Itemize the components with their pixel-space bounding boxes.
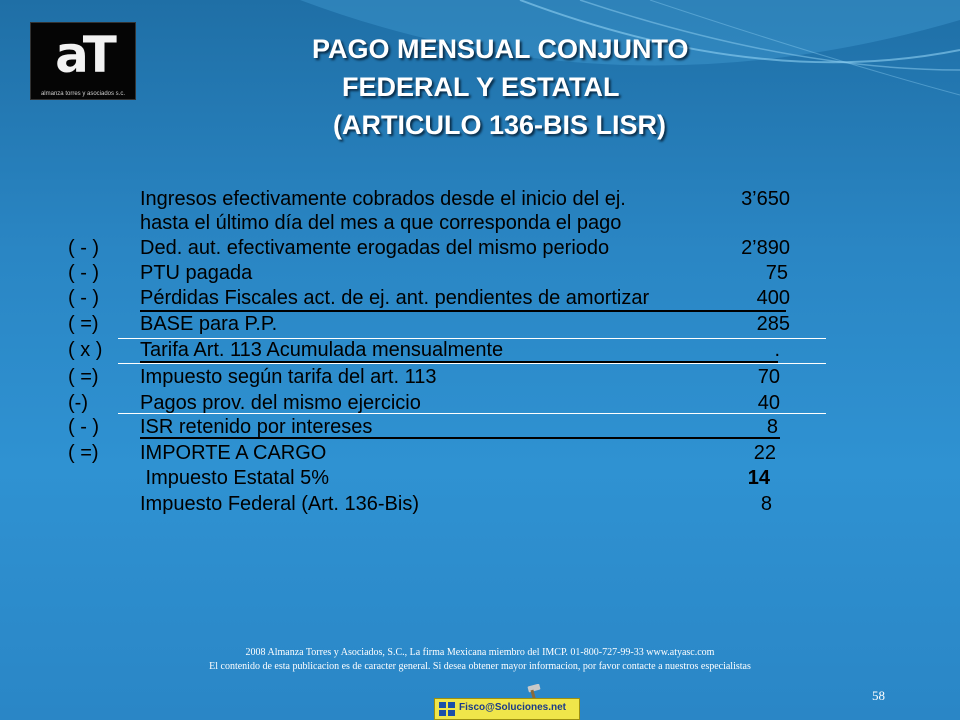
row-operator: ( - ) <box>68 416 100 438</box>
table-row <box>0 366 790 390</box>
row-description: Impuesto Federal (Art. 136-Bis) <box>140 493 419 515</box>
logo-caption: almanza torres y asociados s.c. <box>40 91 126 97</box>
table-row <box>0 467 790 491</box>
row-value: 285 <box>756 313 790 335</box>
row-value: 400 <box>756 287 790 309</box>
row-operator: ( x ) <box>68 339 103 361</box>
page-number: 58 <box>872 688 885 703</box>
row-value: 2’890 <box>741 237 790 259</box>
separator-3 <box>118 413 826 414</box>
title-line-2: FEDERAL Y ESTATAL <box>342 72 620 102</box>
footer-line-1: 2008 Almanza Torres y Asociados, S.C., La firma Mexicana miembro del IMCP. 01-800-727-99-33 www.atyasc.com <box>245 647 715 658</box>
separator-1 <box>118 338 826 339</box>
row-description: Impuesto según tarifa del art. 113 <box>140 366 437 388</box>
fisco-soluciones-badge[interactable] <box>434 698 580 720</box>
row-operator: ( - ) <box>68 262 100 284</box>
underline-isr <box>140 437 780 439</box>
row-description: Tarifa Art. 113 Acumulada mensualmente <box>140 339 504 361</box>
row-operator: ( - ) <box>68 237 100 259</box>
table-row <box>0 442 790 466</box>
row-operator: (-) <box>68 392 88 414</box>
row-value: 14 <box>747 467 770 489</box>
row-value: . <box>774 339 780 361</box>
row-description: Ded. aut. efectivamente erogadas del mismo periodo <box>140 237 610 259</box>
logo-mark: aT <box>55 26 111 84</box>
footer-line-2: El contenido de esta publicacion es de caracter general. Si desea obtener mayor informacion, por favor contacte a nuestros especialistas <box>209 661 751 672</box>
row-operator: ( - ) <box>68 287 100 309</box>
row-value: 3’650 <box>741 188 790 210</box>
row-description: ISR retenido por intereses <box>140 416 373 438</box>
row-value: 8 <box>766 416 778 438</box>
table-row <box>0 212 790 236</box>
row-operator: ( =) <box>68 442 99 464</box>
table-row <box>0 237 790 261</box>
row-description: Pérdidas Fiscales act. de ej. ant. pendientes de amortizar <box>140 287 650 309</box>
title-line-1: PAGO MENSUAL CONJUNTO <box>312 34 689 64</box>
row-description: IMPORTE A CARGO <box>140 442 327 464</box>
table-row <box>0 339 790 363</box>
grid-icon <box>439 702 455 716</box>
table-row <box>0 188 790 212</box>
row-operator: ( =) <box>68 366 99 388</box>
row-description: PTU pagada <box>140 262 253 284</box>
company-logo <box>30 22 136 100</box>
row-operator: ( =) <box>68 313 99 335</box>
table-row <box>0 262 790 286</box>
row-description: Ingresos efectivamente cobrados desde el inicio del ej. <box>140 188 626 210</box>
row-description: Pagos prov. del mismo ejercicio <box>140 392 421 414</box>
separator-2 <box>118 363 826 364</box>
underline-perdidas <box>140 310 786 312</box>
table-row <box>0 313 790 337</box>
row-value: 70 <box>757 366 780 388</box>
badge-text: Fisco@Soluciones.net <box>459 702 566 713</box>
table-row <box>0 493 790 517</box>
row-value: 40 <box>757 392 780 414</box>
row-value: 8 <box>760 493 772 515</box>
row-description: BASE para P.P. <box>140 313 278 335</box>
row-value: 75 <box>765 262 788 284</box>
table-row <box>0 287 790 311</box>
title-line-3: (ARTICULO 136-BIS LISR) <box>333 110 667 140</box>
row-description: Impuesto Estatal 5% <box>140 467 329 489</box>
row-value: 22 <box>753 442 776 464</box>
row-description: hasta el último día del mes a que corresponda el pago <box>140 212 622 234</box>
